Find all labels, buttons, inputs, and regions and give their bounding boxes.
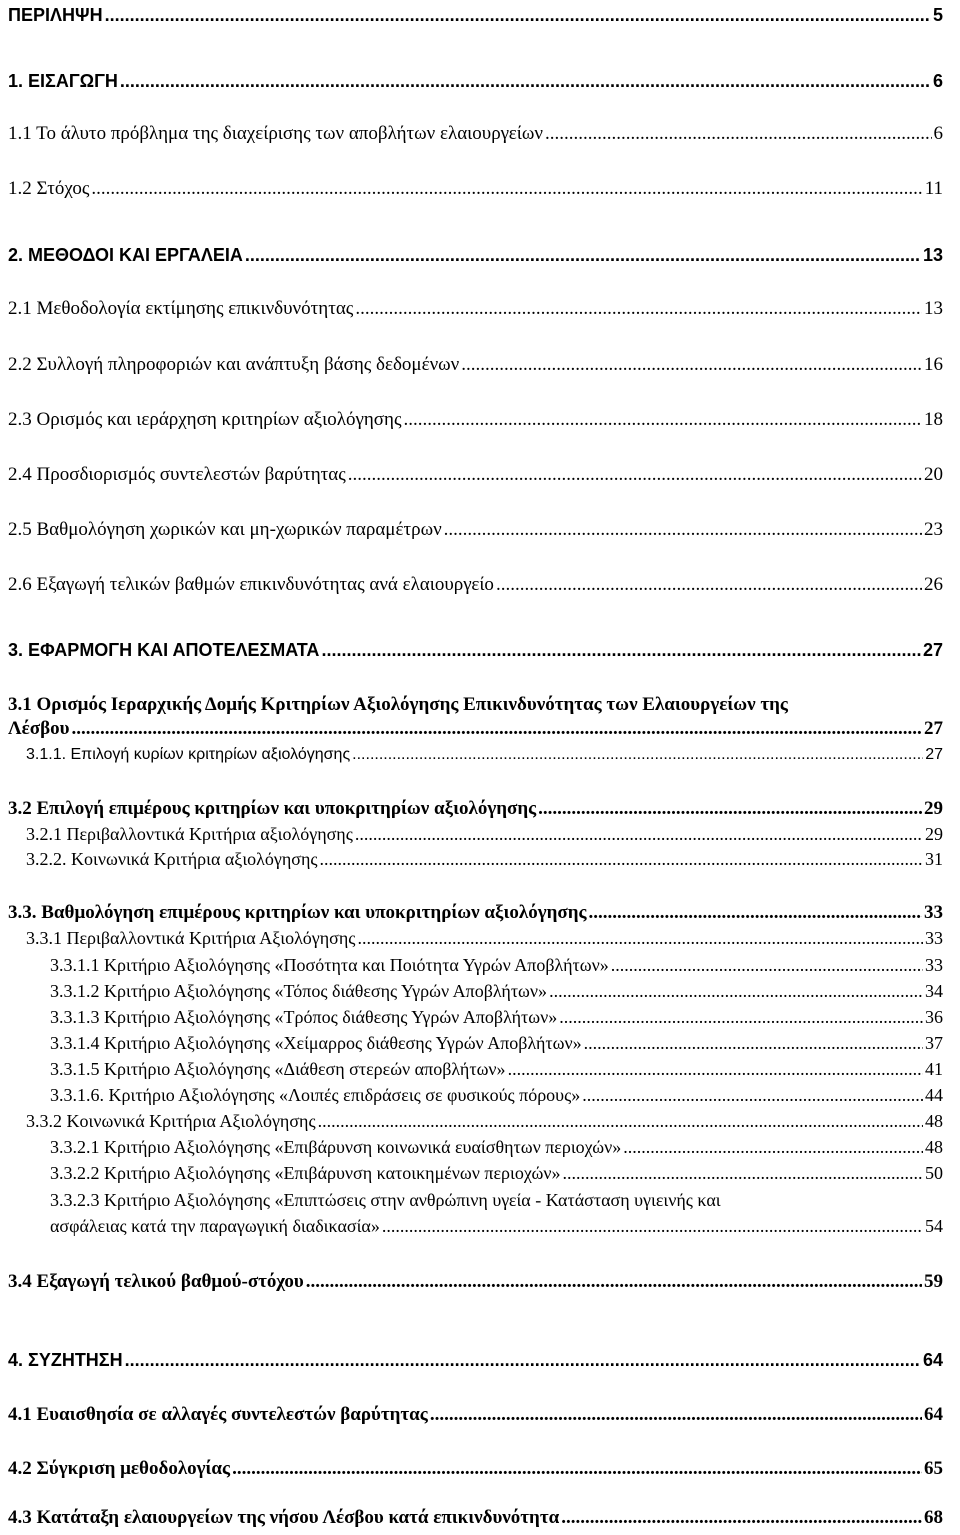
toc-entry-page: 20 xyxy=(924,464,943,485)
dot-leader xyxy=(444,518,922,542)
toc-entry-page: 36 xyxy=(925,1007,943,1027)
toc-entry-2-5[interactable] xyxy=(8,518,943,542)
dot-leader xyxy=(549,979,923,1003)
toc-entry-title-line2: Λέσβου xyxy=(8,718,70,739)
dot-leader xyxy=(318,1109,923,1133)
toc-entry-page: 6 xyxy=(932,71,943,91)
dot-leader xyxy=(382,1213,923,1239)
dot-leader xyxy=(404,408,922,432)
toc-entry-page: 13 xyxy=(922,245,943,265)
toc-entry-page: 33 xyxy=(925,955,943,975)
dot-leader xyxy=(561,1506,922,1530)
toc-entry-page: 11 xyxy=(924,178,943,199)
toc-entry-page: 50 xyxy=(925,1163,943,1183)
toc-entry-summary[interactable] xyxy=(8,3,943,27)
dot-leader xyxy=(611,953,923,977)
toc-entry-title-line1: 3.3.2.3 Κριτήριο Αξιολόγησης «Επιπτώσεις στην ανθρώπινη υγεία - Κατάσταση υγιεινής και xyxy=(50,1190,721,1210)
toc-entry-2-1[interactable] xyxy=(8,297,943,321)
toc-entry-page: 26 xyxy=(924,574,943,595)
dot-leader xyxy=(559,1005,923,1029)
toc-entry-page: 29 xyxy=(925,824,943,844)
toc-entry-title: 2. ΜΕΘΟΔΟΙ ΚΑΙ ΕΡΓΑΛΕΙΑ xyxy=(8,245,243,265)
toc-entry-3-3-1-2[interactable] xyxy=(50,979,943,1003)
toc-entry-3-3-1-3[interactable] xyxy=(50,1005,943,1029)
toc-entry-title: 3.3. Βαθμολόγηση επιμέρους κριτηρίων και υποκριτηρίων αξιολόγησης xyxy=(8,902,587,923)
toc-entry-3-1-1[interactable] xyxy=(26,743,943,767)
toc-entry-title: 4.1 Ευαισθησία σε αλλαγές συντελεστών βαρύτητας xyxy=(8,1404,428,1425)
dot-leader xyxy=(582,1083,923,1107)
dot-leader xyxy=(430,1403,922,1427)
toc-entry-page: 18 xyxy=(924,409,943,430)
toc-entry-title: 3.3.2.2 Κριτήριο Αξιολόγησης «Επιβάρυνση κατοικημένων περιοχών» xyxy=(50,1163,561,1183)
toc-entry-title-line1: 3.1 Ορισμός Ιεραρχικής Δομής Κριτηρίων Αξιολόγησης Επικινδυνότητας των Ελαιουργείων της xyxy=(8,694,788,715)
dot-leader xyxy=(355,822,923,846)
toc-entry-page: 31 xyxy=(925,849,943,869)
toc-entry-2-2[interactable] xyxy=(8,353,943,377)
toc-entry-page: 27 xyxy=(922,640,943,660)
dot-leader xyxy=(355,297,922,321)
toc-entry-3-3-2-1[interactable] xyxy=(50,1135,943,1159)
toc-entry-page: 44 xyxy=(925,1085,943,1105)
toc-entry-1-1[interactable] xyxy=(8,122,943,146)
toc-entry-title: 2.2 Συλλογή πληροφοριών και ανάπτυξη βάσης δεδομένων xyxy=(8,354,460,375)
toc-entry-title: 3.3.1.3 Κριτήριο Αξιολόγησης «Τρόπος διάθεσης Υγρών Αποβλήτων» xyxy=(50,1007,558,1027)
dot-leader xyxy=(245,243,921,267)
toc-entry-chapter-3[interactable] xyxy=(8,638,943,662)
toc-entry-title: 3.3.1.4 Κριτήριο Αξιολόγησης «Χείμαρρος διάθεσης Υγρών Αποβλήτων» xyxy=(50,1033,582,1053)
toc-entry-page: 54 xyxy=(925,1216,943,1236)
toc-entry-title: 3. ΕΦΑΡΜΟΓΗ ΚΑΙ ΑΠΟΤΕΛΕΣΜΑΤΑ xyxy=(8,640,320,660)
toc-entry-3-3-2[interactable] xyxy=(26,1109,943,1133)
dot-leader xyxy=(545,122,932,146)
toc-entry-title: 3.3.1.1 Κριτήριο Αξιολόγησης «Ποσότητα και Ποιότητα Υγρών Αποβλήτων» xyxy=(50,955,609,975)
dot-leader xyxy=(71,717,922,741)
toc-entry-3-3-2-2[interactable] xyxy=(50,1161,943,1185)
toc-entry-3-1[interactable] xyxy=(8,693,943,741)
toc-entry-page: 13 xyxy=(924,298,943,319)
dot-leader xyxy=(562,1161,923,1185)
toc-entry-title: 2.4 Προσδιορισμός συντελεστών βαρύτητας xyxy=(8,464,346,485)
toc-entry-chapter-4[interactable] xyxy=(8,1348,943,1372)
toc-entry-title: 3.3.2.1 Κριτήριο Αξιολόγησης «Επιβάρυνση κοινωνικά ευαίσθητων περιοχών» xyxy=(50,1137,622,1157)
dot-leader xyxy=(320,847,923,871)
toc-entry-4-2[interactable] xyxy=(8,1457,943,1481)
dot-leader xyxy=(120,69,931,93)
toc-entry-page: 16 xyxy=(924,354,943,375)
toc-entry-3-2-1[interactable] xyxy=(26,822,943,846)
dot-leader xyxy=(352,743,923,767)
toc-entry-chapter-1[interactable] xyxy=(8,69,943,93)
toc-entry-title: 3.3.2 Κοινωνικά Κριτήρια Αξιολόγησης xyxy=(26,1111,316,1131)
dot-leader xyxy=(321,638,921,662)
toc-entry-title: 4.3 Κατάταξη ελαιουργείων της νήσου Λέσβου κατά επικινδυνότητα xyxy=(8,1507,560,1528)
toc-entry-page: 64 xyxy=(922,1350,943,1370)
toc-entry-title: 3.3.1.2 Κριτήριο Αξιολόγησης «Τόπος διάθεσης Υγρών Αποβλήτων» xyxy=(50,981,548,1001)
toc-entry-title: 2.6 Εξαγωγή τελικών βαθμών επικινδυνότητας ανά ελαιουργείο xyxy=(8,574,494,595)
toc-entry-page: 23 xyxy=(924,519,943,540)
toc-entry-title: 3.3.1 Περιβαλλοντικά Κριτήρια Αξιολόγησης xyxy=(26,928,356,948)
toc-entry-title: 2.5 Βαθμολόγηση χωρικών και μη-χωρικών παραμέτρων xyxy=(8,519,442,540)
toc-entry-page: 33 xyxy=(925,928,943,948)
toc-entry-2-6[interactable] xyxy=(8,573,943,597)
toc-entry-page: 37 xyxy=(925,1033,943,1053)
toc-entry-title: 3.1.1. Επιλογή κυρίων κριτηρίων αξιολόγησης xyxy=(26,746,351,763)
toc-entry-chapter-2[interactable] xyxy=(8,243,943,267)
toc-entry-3-3-1-4[interactable] xyxy=(50,1031,943,1055)
toc-entry-title: 1. ΕΙΣΑΓΩΓΗ xyxy=(8,71,118,91)
toc-entry-title: 1.1 Το άλυτο πρόβλημα της διαχείρισης των αποβλήτων ελαιουργείων xyxy=(8,123,543,144)
toc-entry-page: 29 xyxy=(924,798,943,819)
dot-leader xyxy=(306,1270,922,1294)
toc-entry-title: 3.2.2. Κοινωνικά Κριτήρια αξιολόγησης xyxy=(26,849,318,869)
toc-entry-page: 65 xyxy=(924,1458,943,1479)
toc-entry-page: 41 xyxy=(925,1059,943,1079)
toc-entry-3-3-2-3[interactable] xyxy=(50,1187,943,1239)
toc-entry-3-2-2[interactable] xyxy=(26,847,943,871)
toc-entry-3-3-1-1[interactable] xyxy=(50,953,943,977)
dot-leader xyxy=(348,463,922,487)
dot-leader xyxy=(538,797,922,821)
dot-leader xyxy=(589,901,922,925)
dot-leader xyxy=(496,573,922,597)
dot-leader xyxy=(232,1457,922,1481)
toc-entry-title: 3.3.1.5 Κριτήριο Αξιολόγησης «Διάθεση στερεών αποβλήτων» xyxy=(50,1059,506,1079)
toc-entry-page: 33 xyxy=(924,902,943,923)
dot-leader xyxy=(357,926,923,950)
toc-entry-4-3[interactable] xyxy=(8,1506,943,1530)
toc-entry-page: 34 xyxy=(925,981,943,1001)
toc-entry-title: 4. ΣΥΖΗΤΗΣΗ xyxy=(8,1350,123,1370)
toc-entry-3-3-1-5[interactable] xyxy=(50,1057,943,1081)
toc-entry-3-3-1-6[interactable] xyxy=(50,1083,943,1107)
toc-entry-title: 3.4 Εξαγωγή τελικού βαθμού-στόχου xyxy=(8,1271,304,1292)
toc-entry-page: 6 xyxy=(933,123,943,144)
toc-entry-title-line2: ασφάλειας κατά την παραγωγική διαδικασία» xyxy=(50,1216,380,1236)
dot-leader xyxy=(91,177,922,201)
toc-entry-title: 1.2 Στόχος xyxy=(8,178,90,199)
toc-entry-page: 5 xyxy=(932,5,943,25)
toc-entry-title: 2.1 Μεθοδολογία εκτίμησης επικινδυνότητας xyxy=(8,298,354,319)
toc-entry-3-4[interactable] xyxy=(8,1270,943,1294)
toc-entry-3-3[interactable] xyxy=(8,901,943,925)
dot-leader xyxy=(461,353,922,377)
toc-entry-page: 27 xyxy=(925,746,943,763)
toc-entry-2-4[interactable] xyxy=(8,463,943,487)
toc-entry-2-3[interactable] xyxy=(8,408,943,432)
toc-entry-title: 2.3 Ορισμός και ιεράρχηση κριτηρίων αξιολόγησης xyxy=(8,409,402,430)
toc-entry-title: 3.2 Επιλογή επιμέρους κριτηρίων και υποκριτηρίων αξιολόγησης xyxy=(8,798,537,819)
toc-entry-1-2[interactable] xyxy=(8,177,943,201)
toc-entry-page: 48 xyxy=(925,1111,943,1131)
dot-leader xyxy=(105,3,931,27)
toc-entry-3-3-1[interactable] xyxy=(26,926,943,950)
dot-leader xyxy=(623,1135,923,1159)
toc-entry-title: 3.2.1 Περιβαλλοντικά Κριτήρια αξιολόγησης xyxy=(26,824,353,844)
toc-entry-page: 68 xyxy=(924,1507,943,1528)
dot-leader xyxy=(125,1348,921,1372)
toc-entry-title: ΠΕΡΙΛΗΨΗ xyxy=(8,5,103,25)
toc-entry-page: 64 xyxy=(924,1404,943,1425)
toc-entry-page: 59 xyxy=(924,1271,943,1292)
toc-entry-4-1[interactable] xyxy=(8,1403,943,1427)
toc-entry-page: 27 xyxy=(924,718,943,739)
toc-entry-title: 3.3.1.6. Κριτήριο Αξιολόγησης «Λοιπές επιδράσεις σε φυσικούς πόρους» xyxy=(50,1085,581,1105)
dot-leader xyxy=(508,1057,923,1081)
dot-leader xyxy=(584,1031,923,1055)
toc-entry-title: 4.2 Σύγκριση μεθοδολογίας xyxy=(8,1458,231,1479)
toc-entry-page: 48 xyxy=(925,1137,943,1157)
toc-entry-3-2[interactable] xyxy=(8,797,943,821)
